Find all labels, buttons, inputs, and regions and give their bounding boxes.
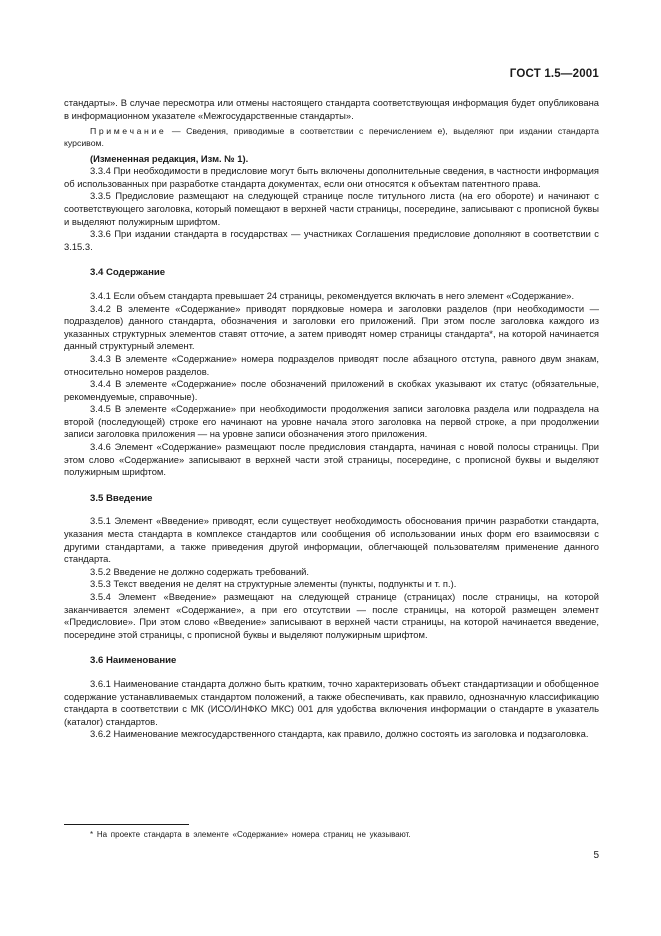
note bbox=[64, 125, 599, 149]
section-heading-3-5: 3.5 Введение bbox=[90, 492, 153, 504]
document-code: ГОСТ 1.5—2001 bbox=[509, 68, 599, 80]
paragraph-3-4-5: 3.4.5 В элементе «Содержание» при необходимости продолжения записи заголовка раздела или подраздела на второй (последующей) строке его начинают на уровне начала этого заголовка на первой строке, а при продолжении записи заголовка приложения — на уровне записи обозначения этого приложения. bbox=[64, 403, 599, 440]
paragraph-3-4-1: 3.4.1 Если объем стандарта превышает 24 страницы, рекомендуется включать в него элемент «Содержание». bbox=[90, 289, 575, 301]
amendment-note: (Измененная редакция, Изм. № 1). bbox=[90, 152, 249, 164]
paragraph-3-6-1: 3.6.1 Наименование стандарта должно быть кратким, точно характеризовать объект стандартизации и обобщенное содержание устанавливаемых стандартом положений, а также обеспечивать, как правило, однозначную классификацию стандарта в соответствии с МК (ИСО/ИНФКО МКС) 001 для удобства включения информации о стандарте в указатель (каталог) стандартов. bbox=[64, 677, 599, 727]
paragraph-3-4-2: 3.4.2 В элементе «Содержание» приводят порядковые номера и заголовки разделов (при необходимости — подразделов) данного стандарта, обозначения и заголовки его приложений. При этом после заголовка каждого из указанных структурных элементов ставят отточие, а затем приводят номер страницы стандарта*, на которой начинается данный структурный элемент. bbox=[64, 302, 599, 352]
page-body bbox=[64, 97, 599, 741]
paragraph-3-5-4: 3.5.4 Элемент «Введение» размещают на следующей странице (страницах) после страницы, на которой заканчивается элемент «Содержание», а при его отсутствии — после страницы, на которой размещен элемент «Предисловие». При этом слово «Введение» записывают в верхней части страницы, на которой начинается введение, посередине этой страницы, с прописной буквы и выделяют полужирным шрифтом. bbox=[64, 591, 599, 640]
paragraph-3-5-3: 3.5.3 Текст введения не делят на структурные элементы (пункты, подпункты и т. п.). bbox=[90, 578, 457, 590]
note-text: — Сведения, приводимые в соответствии с перечислением е), выделяют при издании стандарта курсивом. bbox=[64, 126, 599, 149]
paragraph-3-4-3: 3.4.3 В элементе «Содержание» номера подразделов приводят после абзацного отступа, равного двум знакам, относительно номеров разделов. bbox=[64, 352, 599, 377]
paragraph-3-3-5: 3.3.5 Предисловие размещают на следующей странице после титульного листа (на его обороте) и начинают с соответствующего заголовка, который помещают в верхней части страницы, посередине, записывают с прописной буквы и выделяют полужирным шрифтом. bbox=[64, 190, 599, 227]
paragraph-3-5-1: 3.5.1 Элемент «Введение» приводят, если существует необходимость обоснования причин разработки стандарта, указания места стандарта в комплексе стандартов или сообщения об использовании иных форм его взаимосвязи с другими стандартами, а также приведения другой информации, облегчающей пользователям применение данного стандарта. bbox=[64, 515, 599, 565]
paragraph-3-3-4: 3.3.4 При необходимости в предисловие могут быть включены дополнительные сведения, в частности информация об использованных при разработке стандарта документах, если они относятся к объектам патентного права. bbox=[64, 165, 599, 189]
footnote: * На проекте стандарта в элементе «Содержание» номера страниц не указывают. bbox=[90, 830, 411, 839]
paragraph-3-3-6: 3.3.6 При издании стандарта в государствах — участниках Соглашения предисловие дополняют в соответствии с 3.15.3. bbox=[64, 228, 599, 252]
section-heading-3-6: 3.6 Наименование bbox=[90, 655, 177, 667]
paragraph-continuation: стандарты». В случае пересмотра или отмены настоящего стандарта соответствующая информация будет опубликована в информационном указателе «Межгосударственные стандарты». bbox=[64, 97, 599, 121]
paragraph-3-5-2: 3.5.2 Введение не должно содержать требований. bbox=[90, 565, 310, 577]
note-label: Примечание bbox=[90, 126, 167, 137]
footnote-divider bbox=[64, 824, 189, 825]
paragraph-3-6-2: 3.6.2 Наименование межгосударственного стандарта, как правило, должно состоять из заголовка и подзаголовка. bbox=[90, 728, 589, 740]
paragraph-3-4-6: 3.4.6 Элемент «Содержание» размещают после предисловия стандарта, начиная с новой полосы страницы. При этом слово «Содержание» записывают в верхней части этой страницы, посередине, с прописной буквы и выделяют полужирным шрифтом. bbox=[64, 441, 599, 478]
section-heading-3-4: 3.4 Содержание bbox=[90, 267, 166, 279]
paragraph-3-4-4: 3.4.4 В элементе «Содержание» после обозначений приложений в скобках указывают их статус (обязательные, рекомендуемые, справочные). bbox=[64, 378, 599, 402]
page-number: 5 bbox=[593, 850, 599, 861]
